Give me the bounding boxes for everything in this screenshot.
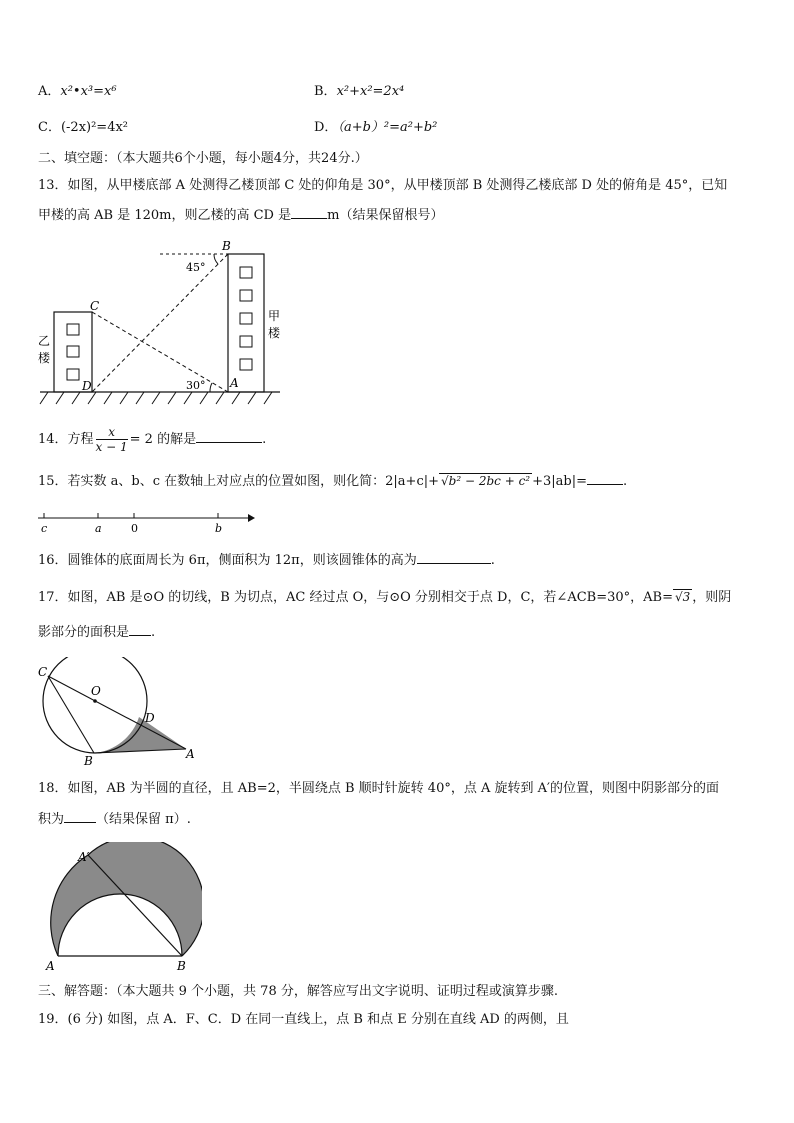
window [67,346,79,357]
q15-answer-blank[interactable] [587,472,623,485]
tick-label-0: 0 [131,522,138,535]
option-d-expr: （a+b）²=a²+b² [337,120,438,135]
tick-label-b: b [215,522,223,535]
q17-line-2 [38,623,155,642]
axis-arrow [248,514,255,522]
window [240,267,252,278]
ground-hatching [40,392,272,404]
label-c: C [90,299,100,313]
q13-answer-blank[interactable] [291,206,327,219]
label-a: A [46,959,55,973]
q18-text-b: （结果保留 π）. [96,812,191,827]
label-b: B [222,239,231,253]
label-d: D [82,379,92,393]
label-b: B [84,754,93,768]
angle-45-arc [214,254,218,264]
q14-denominator: x − 1 [95,440,128,454]
option-a-expr: x²•x³=x⁶ [60,84,117,99]
section-2-heading: 二、填空题：（本大题共6个小题，每小题4分，共24分.） [38,151,368,166]
option-a [38,83,117,101]
q15-line [38,472,627,491]
q13-line-1: 13．如图，从甲楼底部 A 处测得乙楼顶部 C 处的仰角是 30°，从甲楼顶部 B 处测得乙楼底部 D 处的俯角是 45°，已知 [38,178,728,193]
label-a: A [230,376,239,390]
building-jia [228,254,264,392]
q17-text-c: 影部分的面积是 [38,625,130,640]
q17-text-b: ，则阴 [692,590,732,605]
q16-answer-blank[interactable] [417,551,491,564]
q17-line-1 [38,588,731,607]
q15-end: . [623,474,628,489]
option-c-label: C． [38,120,61,135]
q19-line: 19．(6 分) 如图，点 A．F、C．D 在同一直线上，点 B 和点 E 分别在直线 AD 的两侧，且 [38,1012,569,1027]
q15-text-a: 15．若实数 a、b、c 在数轴上对应点的位置如图，则化简：2|a+c|+ [38,474,440,489]
q17-text-a: 17．如图，AB 是⊙O 的切线，B 为切点，AC 经过点 O，与⊙O 分别相交于点 D，C，若∠ACB=30°，AB= [38,590,673,605]
circle-o [43,657,147,753]
window [67,369,79,380]
option-c [38,119,128,137]
q17-sqrt: √3 [674,590,691,604]
label-a-prime: A′ [78,850,90,864]
q18-line-1: 18．如图，AB 为半圆的直径，且 AB=2，半圆绕点 B 顺时针旋转 40°，点 A 旋转到 A′的位置，则图中阴影部分的面 [38,781,719,796]
option-b [314,83,404,101]
option-a-label: A． [38,84,61,99]
q17-sqrt-val: 3 [682,590,691,604]
tick-label-c: c [41,522,48,535]
q17-text-d: . [151,625,156,640]
line-ac [48,676,186,749]
q18-text-a: 积为 [38,812,65,827]
section-3-heading: 三、解答题：（本大题共 9 个小题，共 78 分，解答应写出文字说明、证明过程或演算步骤. [38,984,558,999]
jia-char-2: 楼 [268,326,281,340]
shaded-region [94,717,186,753]
q15-sqrt: √b² − 2bc + c² [441,474,531,488]
q14-fraction [96,425,128,454]
tick-label-a: a [95,522,102,535]
q14-line [38,424,266,456]
q16-text: 16．圆锥体的底面周长为 6π，侧面积为 12π，则该圆锥体的高为 [38,553,417,568]
label-d: D [145,711,155,725]
q14-suffix: 的解是 [157,432,197,447]
angle-30-label: 30° [186,379,206,392]
yi-char-1: 乙 [38,334,51,348]
q16-line [38,551,495,570]
q13-line-2 [38,206,443,225]
option-d [314,119,437,137]
q13-text-b: m（结果保留根号） [327,208,444,223]
q14-end: . [262,432,267,447]
yi-char-2: 楼 [38,351,51,365]
angle-30-arc [210,383,212,392]
q18-figure [40,842,202,974]
window [67,324,79,335]
label-a: A [186,747,195,761]
q17-answer-blank[interactable] [129,623,151,636]
window [240,336,252,347]
option-d-label: D． [314,120,338,135]
q18-line-2 [38,810,191,829]
jia-char-1: 甲 [268,309,281,323]
sight-line-bd [92,254,228,392]
q15-text-b: +3|ab|= [532,474,587,489]
q18-answer-blank[interactable] [64,810,96,823]
window [240,313,252,324]
label-b: B [177,959,186,973]
q14-numerator: x [96,425,128,440]
label-o: O [91,684,101,698]
option-c-expr: (-2x)²=4x² [60,120,129,135]
window [240,290,252,301]
center-dot [93,699,97,703]
option-b-expr: x²+x²=2x⁴ [336,84,405,99]
sight-line-ac [92,312,228,392]
q15-sqrt-expr: b² − 2bc + c² [448,474,531,488]
q17-figure [34,657,200,769]
q15-number-line [34,508,256,536]
q13-figure [34,236,284,412]
angle-45-label: 45° [186,261,206,274]
q14-prefix: 14．方程 [38,432,94,447]
q14-answer-blank[interactable] [196,430,262,443]
q16-end: . [490,553,495,568]
q14-equals: = 2 [129,432,153,447]
label-c: C [38,665,48,679]
window [240,359,252,370]
option-b-label: B． [314,84,337,99]
q13-text-a: 甲楼的高 AB 是 120m，则乙楼的高 CD 是 [38,208,292,223]
